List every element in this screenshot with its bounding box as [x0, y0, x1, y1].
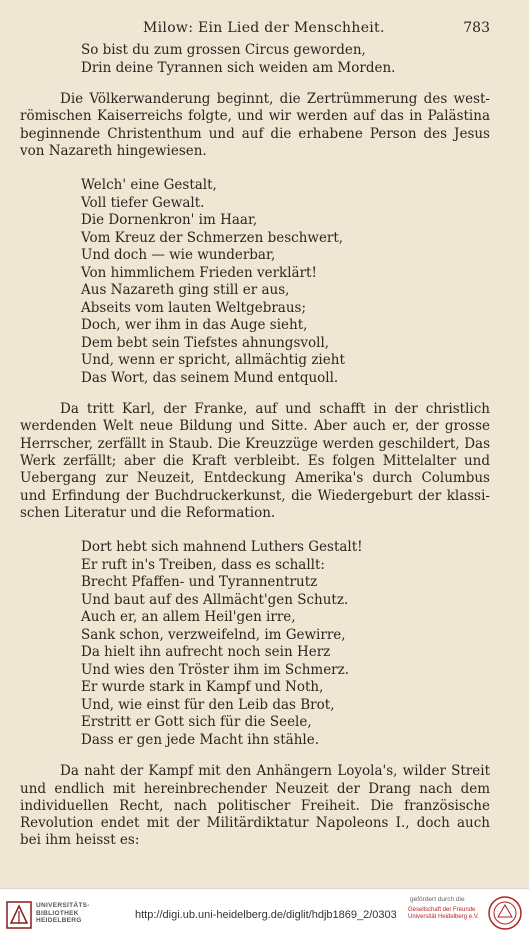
verse-line: Welch' eine Gestalt,	[81, 177, 217, 194]
verse-line: Und baut auf des Allmächt'gen Schutz.	[81, 591, 349, 608]
verse-line: Die Dornenkron' im Haar,	[81, 212, 258, 229]
verse-line: Er wurde stark in Kampf und Noth,	[81, 679, 324, 696]
library-name: UNIVERSITÄTS- BIBLIOTHEK HEIDELBERG	[36, 902, 90, 924]
prose-paragraph: Die Völkerwanderung beginnt, die Zertrümmerung des west-römischen Kaiserreichs folgte, und wir werden auf das in Palästina beginnende Christenthum und auf die erhabene Person des Jesus von Nazareth hingewiesen.	[20, 91, 490, 159]
verse-line: Und, wenn er spricht, allmächtig zieht	[81, 352, 345, 369]
page-header	[0, 20, 529, 40]
verse-line: Brecht Pfaffen- und Tyrannentrutz	[81, 574, 318, 591]
page-url-link[interactable]: http://digi.ub.uni-heidelberg.de/diglit/hdjb1869_2/0303	[135, 909, 397, 921]
verse-block	[81, 177, 490, 387]
verse-line: Und wies den Tröster ihm im Schmerz.	[81, 661, 350, 678]
verse-line: So bist du zum grossen Circus geworden,	[81, 42, 366, 58]
sponsor-seal-icon	[487, 895, 523, 931]
verse-line: Und, wie einst für den Leib das Brot,	[81, 696, 335, 713]
verse-line: Dort hebt sich mahnend Luthers Gestalt!	[81, 539, 363, 556]
verse-block	[81, 539, 490, 749]
verse-line: Er ruft in's Treiben, dass es schallt:	[81, 556, 325, 573]
prose-paragraph: Da naht der Kampf mit den Anhängern Loyola's, wilder Streit und endlich mit hereinbrechender Neuzeit der Drang nach dem individuellen Recht, nach politischer Freiheit. Die französische Revolution endet mit der Militärdiktatur Napoleons I., doch auch bei ihm heisst es:	[20, 763, 490, 849]
sponsor-name: Gesellschaft der Freunde Universität Heidelberg e.V.	[408, 907, 479, 920]
page-body	[20, 42, 490, 867]
verse-line: Auch er, an allem Heil'gen irre,	[81, 609, 296, 626]
library-logo-icon	[6, 901, 32, 929]
verse-block	[81, 42, 490, 77]
prose-paragraph: Da tritt Karl, der Franke, auf und schafft in der christlich werdenden Welt neue Bildung und Sitte. Aber auch er, der grosse Herrscher, zerfällt in Staub. Die Kreuzzüge werden geschildert, Das Werk zerfällt; aber die Kraft verbleibt. Es folgen Mittelalter und Uebergang zur Neuzeit, Entdeckung Amerika's durch Columbus und Erfindung der Buchdruckerkunst, die Wiedergeburt der klassi-schen Literatur und die Reformation.	[20, 401, 490, 521]
verse-line: Drin deine Tyrannen sich weiden am Morden.	[81, 59, 396, 76]
page-number: 783	[463, 20, 490, 36]
verse-line: Aus Nazareth ging still er aus,	[81, 282, 290, 299]
sponsor-label: gefördert durch die	[410, 896, 465, 903]
verse-line: Voll tiefer Gewalt.	[81, 194, 205, 211]
verse-line: Sank schon, verzweifelnd, im Gewirre,	[81, 626, 346, 643]
verse-line: Da hielt ihn aufrecht noch sein Herz	[81, 644, 331, 661]
verse-line: Von himmlichem Frieden verklärt!	[81, 264, 317, 281]
verse-line: Doch, wer ihm in das Auge sieht,	[81, 317, 308, 334]
verse-line: Erstritt er Gott sich für die Seele,	[81, 714, 312, 731]
verse-line: Vom Kreuz der Schmerzen beschwert,	[81, 229, 344, 246]
verse-line: Abseits vom lauten Weltgebraus;	[81, 299, 307, 316]
viewer-footer	[0, 888, 529, 941]
running-title: Milow: Ein Lied der Menschheit.	[143, 20, 385, 36]
verse-line: Dass er gen jede Macht ihn stähle.	[81, 731, 320, 748]
verse-line: Und doch — wie wunderbar,	[81, 247, 276, 264]
verse-line: Das Wort, das seinem Mund entquoll.	[81, 369, 339, 386]
verse-line: Dem bebt sein Tiefstes ahnungsvoll,	[81, 334, 330, 351]
